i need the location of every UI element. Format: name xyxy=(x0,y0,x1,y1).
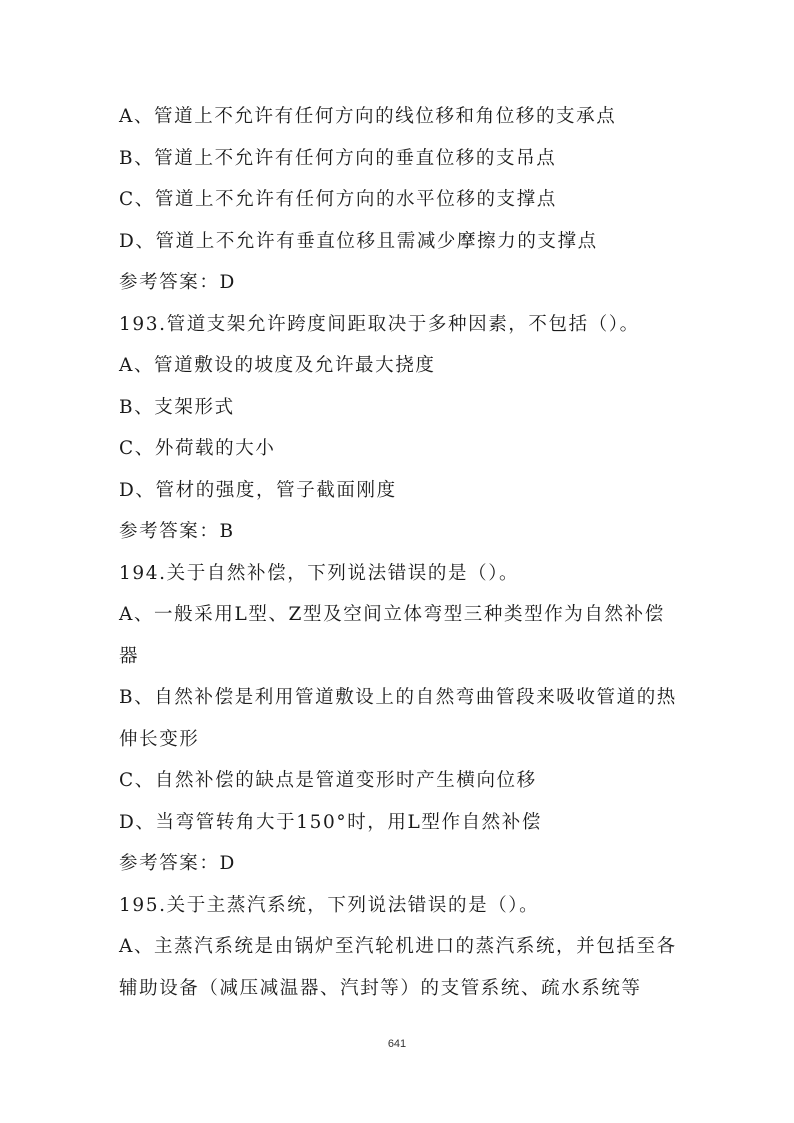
question-193: 193.管道支架允许跨度间距取决于多种因素，不包括（）。 xyxy=(119,313,640,335)
question-193-option-b: B、支架形式 xyxy=(119,396,235,418)
question-text-block xyxy=(119,96,679,1009)
question-194-option-b-line-1: B、自然补偿是利用管道敷设上的自然弯曲管段来吸收管道的热 xyxy=(119,687,677,708)
page-number: 641 xyxy=(387,1038,407,1050)
question-194-option-c: C、自然补偿的缺点是管道变形时产生横向位移 xyxy=(119,770,537,791)
question-193-option-c: C、外荷载的大小 xyxy=(119,438,276,459)
option-d-previous-question: D、管道上不允许有垂直位移且需减少摩擦力的支撑点 xyxy=(119,230,598,252)
option-b-previous-question: B、管道上不允许有任何方向的垂直位移的支吊点 xyxy=(119,147,557,169)
question-195: 195.关于主蒸汽系统，下列说法错误的是（）。 xyxy=(119,894,540,916)
question-194-answer: 参考答案：D xyxy=(119,853,236,874)
answer-previous-question: 参考答案：D xyxy=(119,272,236,293)
question-194-option-d: D、当弯管转角大于150°时，用L型作自然补偿 xyxy=(119,811,542,833)
question-195-option-a-line-2: 辅助设备（减压减温器、汽封等）的支管系统、疏水系统等 xyxy=(119,977,642,999)
question-195-option-a-line-1: A、主蒸汽系统是由锅炉至汽轮机进口的蒸汽系统，并包括至各 xyxy=(119,936,677,957)
question-194-option-a-line-1: A、一般采用L型、Z型及空间立体弯型三种类型作为自然补偿 xyxy=(119,604,665,625)
question-194-option-a-line-2: 器 xyxy=(119,645,140,667)
option-a-previous-question: A、管道上不允许有任何方向的线位移和角位移的支承点 xyxy=(119,106,617,127)
question-193-option-d: D、管材的强度，管子截面刚度 xyxy=(119,479,397,501)
question-194-option-b-line-2: 伸长变形 xyxy=(119,728,200,750)
question-193-answer: 参考答案：B xyxy=(119,521,235,542)
option-c-previous-question: C、管道上不允许有任何方向的水平位移的支撑点 xyxy=(119,189,557,210)
question-194: 194.关于自然补偿，下列说法错误的是（）。 xyxy=(119,562,520,584)
question-193-option-a: A、管道敷设的坡度及允许最大挠度 xyxy=(119,355,436,376)
